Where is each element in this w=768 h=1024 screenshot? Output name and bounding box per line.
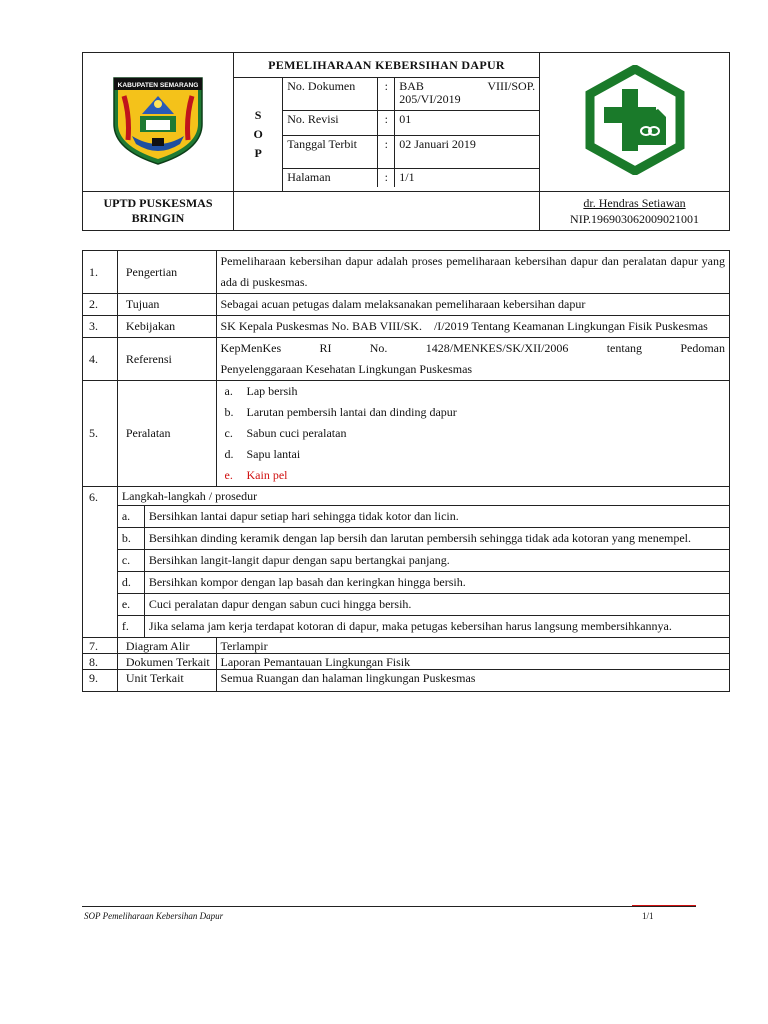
organization-name [83,192,234,231]
row-number: 7. [83,638,118,654]
equipment-item [221,423,726,444]
row-reference [83,338,730,381]
row-text: Laporan Pemantauan Lingkungan Fisik [216,654,730,670]
signer-nip: NIP.196903062009021001 [570,212,700,226]
info-value: BAB VIII/SOP. 205/VI/2019 [395,78,539,111]
row-number: 2. [83,294,118,316]
equipment-item [221,381,726,402]
equipment-item [221,465,726,486]
procedure-heading: Langkah-langkah / prosedur [121,489,258,503]
footer-document-name: SOP Pemeliharaan Kebersihan Dapur [84,911,224,921]
row-equipment [83,381,730,487]
row-text: Terlampir [216,638,730,654]
info-value: 02 Januari 2019 [395,136,539,169]
row-text: SK Kepala Puskesmas No. BAB VIII/SK. /I/2019 Tentang Keamanan Lingkungan Fisik Puskesmas [216,316,730,338]
step-marker: f. [118,616,145,638]
row-number: 4. [83,338,118,381]
info-row-document-number [283,78,539,111]
equipment-text: Sabun cuci peralatan [246,426,347,440]
list-marker: c. [224,426,233,440]
row-label: Diagram Alir [117,638,216,654]
equipment-list [221,381,726,486]
sop-letter: O [253,127,263,141]
row-number: 5. [83,381,118,487]
step-marker: a. [118,506,145,528]
sop-label [234,78,283,192]
row-label: Unit Terkait [117,670,216,692]
list-marker: b. [224,405,234,419]
blank-cell [234,192,540,231]
row-text [216,338,730,381]
info-colon: : [378,169,395,188]
info-colon: : [378,111,395,136]
step-text: Bersihkan lantai dapur setiap hari sehingga tidak kotor dan licin. [144,506,729,528]
procedure-step [118,550,729,572]
step-marker: c. [118,550,145,572]
row-text: Sebagai acuan petugas dalam melaksanakan pemeliharaan kebersihan dapur [216,294,730,316]
reference-line: KepMenKes RI No. 1428/MENKES/SK/XII/2006 tentang Pedoman [220,341,725,355]
step-marker: d. [118,572,145,594]
row-flow-diagram [83,638,730,654]
info-row-revision [283,111,539,136]
row-label: Dokumen Terkait [117,654,216,670]
reference-line: Penyelenggaraan Kesehatan Lingkungan Puskesmas [220,362,473,376]
step-text: Bersihkan kompor dengan lap basah dan keringkan hingga bersih. [144,572,729,594]
list-marker: a. [224,384,233,398]
row-number: 6. [83,487,118,638]
procedure-step [118,528,729,550]
puskesmas-logo-cell [540,53,730,192]
list-marker: e. [224,468,233,482]
info-colon: : [378,136,395,169]
procedure-step [118,572,729,594]
sop-content-table [82,250,730,692]
regency-emblem-icon [110,74,206,166]
info-label: No. Revisi [283,111,378,136]
info-colon: : [378,78,395,111]
list-marker: d. [224,447,234,461]
row-number: 1. [83,251,118,294]
info-label: Halaman [283,169,378,188]
footer-rule [82,906,696,907]
procedure-cell [117,487,729,638]
equipment-text: Larutan pembersih lantai dan dinding dapur [246,405,457,419]
step-marker: b. [118,528,145,550]
row-procedure-heading [83,487,730,638]
row-number: 9. [83,670,118,692]
row-purpose [83,294,730,316]
row-policy [83,316,730,338]
document-info-cell [283,78,540,192]
procedure-step [118,594,729,616]
row-label: Kebijakan [117,316,216,338]
info-label: Tanggal Terbit [283,136,378,169]
row-number: 8. [83,654,118,670]
sop-letter: S [254,108,262,122]
row-text: Pemeliharaan kebersihan dapur adalah proses pemeliharaan kebersihan dapur dan peralatan dapur yang ada di puskesmas. [216,251,730,294]
step-text: Cuci peralatan dapur dengan sabun cuci hingga bersih. [144,594,729,616]
emblem-label: KABUPATEN SEMARANG [117,82,199,89]
row-label: Tujuan [117,294,216,316]
equipment-item [221,444,726,465]
signature-block [540,192,730,231]
row-related-documents [83,654,730,670]
procedure-step [118,506,729,528]
organization-line: BRINGIN [131,211,185,225]
info-value: 01 [395,111,539,136]
equipment-text: Sapu lantai [246,447,301,461]
procedure-steps-table [118,505,729,637]
row-number: 3. [83,316,118,338]
info-row-page [283,169,539,188]
row-definition [83,251,730,294]
step-text: Bersihkan dinding keramik dengan lap bersih dan larutan pembersih sehingga tidak ada kotoran yang menempel. [144,528,729,550]
row-text: Semua Ruangan dan halaman lingkungan Puskesmas [216,670,730,692]
procedure-step [118,616,729,638]
equipment-item [221,402,726,423]
info-value: 1/1 [399,170,415,184]
sop-letter: P [254,146,262,160]
row-related-units [83,670,730,692]
step-marker: e. [118,594,145,616]
step-text: Bersihkan langit-langit dapur dengan sapu bertangkai panjang. [144,550,729,572]
equipment-text: Lap bersih [246,384,298,398]
row-label: Referensi [117,338,216,381]
footer-accent-rule [632,905,696,906]
equipment-text: Kain pel [246,468,288,482]
signer-name: dr. Hendras Setiawan [583,196,686,210]
row-label: Pengertian [117,251,216,294]
row-label: Peralatan [117,381,216,487]
sop-header-table [82,52,730,231]
regency-logo-cell [83,53,234,192]
organization-line: UPTD PUSKESMAS [103,196,213,210]
info-row-issue-date [283,136,539,169]
document-info-table [283,78,539,187]
document-title: PEMELIHARAAN KEBERSIHAN DAPUR [234,53,540,78]
step-text: Jika selama jam kerja terdapat kotoran di dapur, maka petugas kebersihan harus langsung membersihkannya. [144,616,729,638]
equipment-list-cell [216,381,730,487]
footer-page-number: 1/1 [642,911,654,921]
info-label: No. Dokumen [283,78,378,111]
puskesmas-logo-icon [580,65,690,175]
